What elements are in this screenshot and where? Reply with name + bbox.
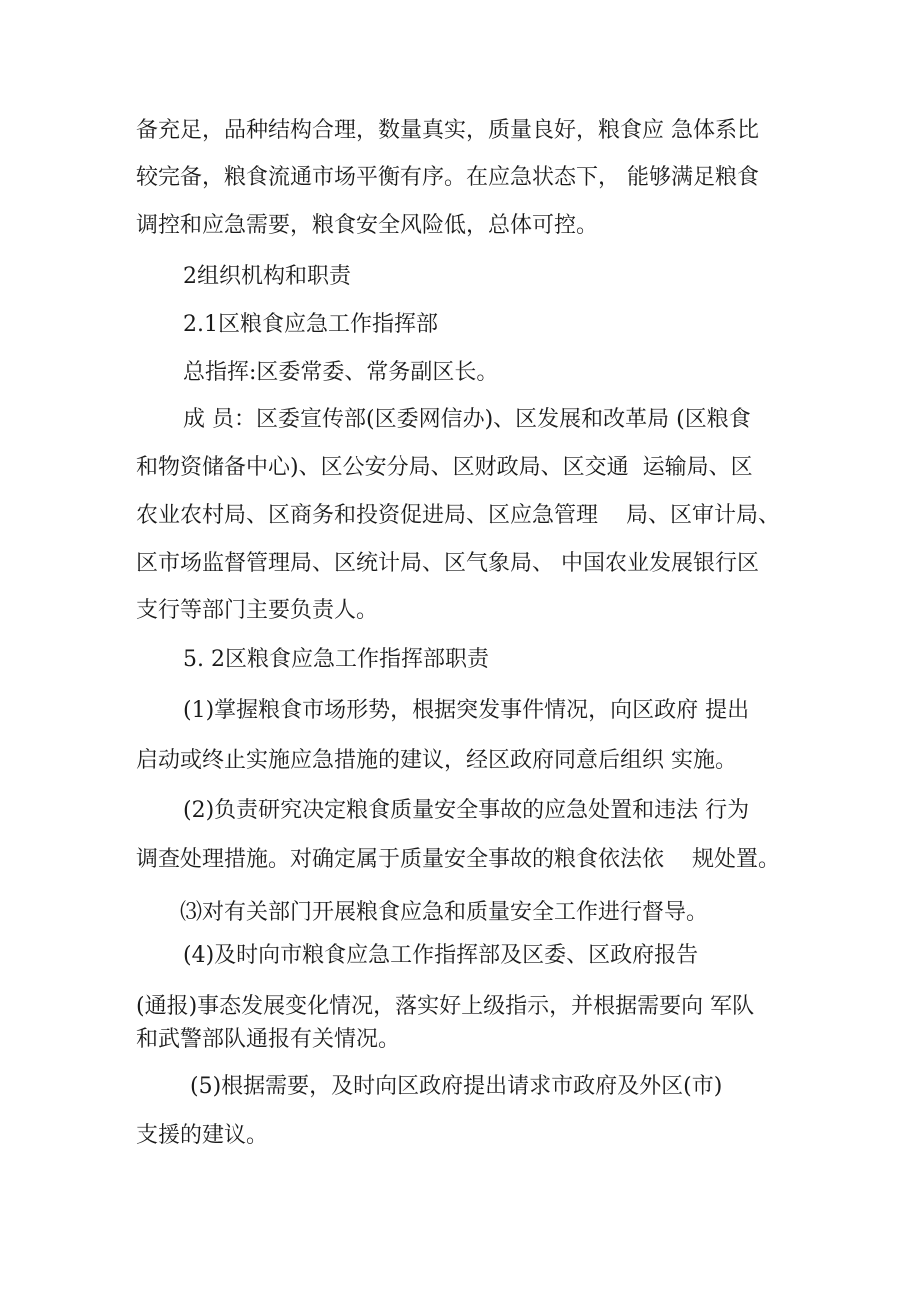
- section-heading: 2组织机构和职责: [183, 264, 351, 289]
- text-line: 总指挥:区委常委、常务副区长。: [183, 360, 499, 385]
- text-line: 调查处理措施。对确定属于质量安全事故的粮食依法依 规处置。: [136, 847, 780, 872]
- list-item: (5)根据需要，及时向区政府提出请求市政府及外区(市): [190, 1074, 723, 1099]
- text-line: 成 员：区委宣传部(区委网信办)、区发展和改革局 (区粮食: [183, 407, 751, 432]
- text-line: 和物资储备中心)、区公安分局、区财政局、区交通 运输局、区: [136, 455, 753, 480]
- list-item: (2)负责研究决定粮食质量安全事故的应急处置和违法 行为: [183, 798, 750, 823]
- text-line: 区市场监督管理局、区统计局、区气象局、 中国农业发展银行区: [136, 551, 759, 576]
- text-line: (通报)事态发展变化情况，落实好上级指示，并根据需要向 军队: [136, 994, 755, 1019]
- text-line: 支援的建议。: [136, 1123, 269, 1148]
- text-line: 较完备，粮食流通市场平衡有序。在应急状态下， 能够满足粮食: [136, 165, 759, 190]
- subsection-heading: 5. 2区粮食应急工作指挥部职责: [183, 647, 489, 672]
- text-line: 和武警部队通报有关情况。: [136, 1027, 401, 1052]
- list-item: (4)及时向市粮食应急工作指挥部及区委、区政府报告: [183, 943, 699, 968]
- text-line: 备充足，品种结构合理，数量真实，质量良好，粮食应 急体系比: [136, 118, 759, 143]
- text-line: 启动或终止实施应急措施的建议，经区政府同意后组织 实施。: [136, 748, 737, 773]
- text-line: 农业农村局、区商务和投资促进局、区应急管理 局、区审计局、: [136, 503, 780, 528]
- text-line: 支行等部门主要负责人。: [136, 598, 379, 623]
- list-item: (1)掌握粮食市场形势，根据突发事件情况，向区政府 提出: [183, 698, 750, 723]
- subsection-heading: 2.1区粮食应急工作指挥部: [183, 312, 438, 337]
- text-line: 调控和应急需要，粮食安全风险低，总体可控。: [136, 213, 599, 238]
- list-item: ⑶对有关部门开展粮食应急和质量安全工作进行督导。: [180, 900, 709, 925]
